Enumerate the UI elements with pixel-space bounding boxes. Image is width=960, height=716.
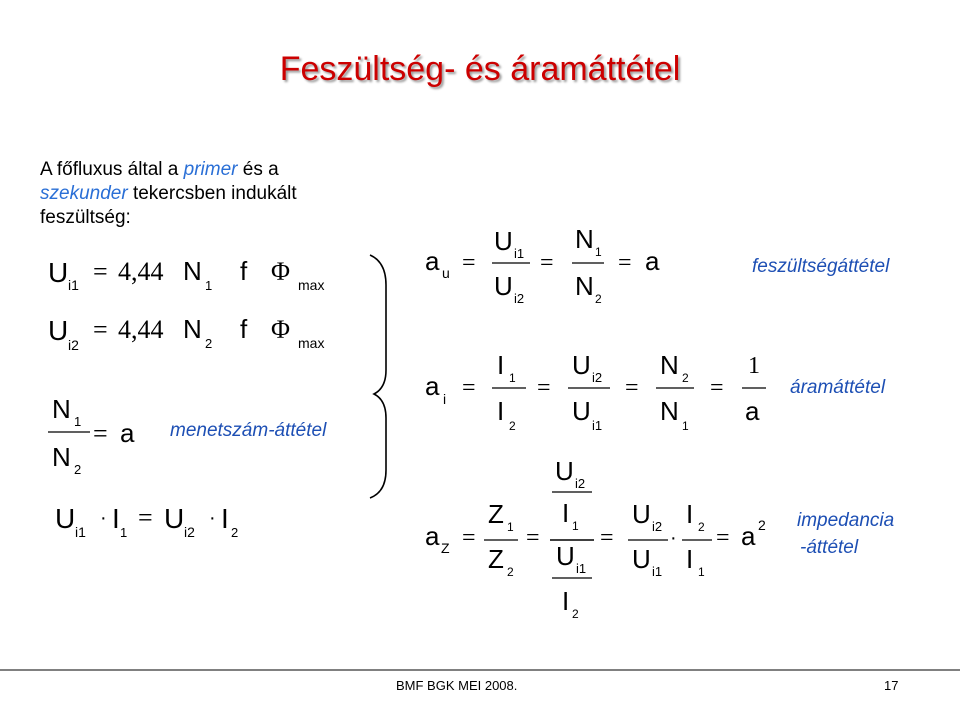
equation-symbol: U bbox=[556, 541, 575, 571]
equation-symbol: · bbox=[100, 507, 107, 529]
equation-symbol: 4,44 bbox=[118, 257, 164, 286]
equation-symbol: a bbox=[425, 371, 440, 401]
equation-symbol: 1 bbox=[595, 245, 602, 259]
equation-symbol: i1 bbox=[592, 418, 603, 433]
label-impedancia-2: -áttétel bbox=[800, 537, 859, 558]
equation-symbol: N bbox=[575, 224, 594, 254]
equation-symbol: = bbox=[138, 503, 153, 532]
slide-title: Feszültség- és áramáttétel bbox=[279, 50, 681, 88]
intro-primer: primer bbox=[183, 159, 238, 180]
equation-symbol: = bbox=[462, 375, 476, 401]
equation-symbol: i2 bbox=[575, 476, 586, 491]
equation-symbol: · bbox=[670, 527, 677, 549]
intro-line1-b: és a bbox=[242, 159, 279, 180]
equation-symbol: i1 bbox=[75, 524, 86, 540]
intro-line1-a: A főfluxus által a bbox=[40, 159, 179, 180]
equation-symbol: 1 bbox=[682, 419, 689, 433]
equation-symbol: I bbox=[686, 544, 694, 574]
equation-symbol: 1 bbox=[572, 519, 579, 533]
equation-symbol: 4,44 bbox=[118, 315, 164, 344]
equation-symbol: = bbox=[540, 250, 554, 276]
equation-symbol: f bbox=[240, 256, 248, 286]
equation-ui1 bbox=[48, 256, 324, 293]
equation-symbol: I bbox=[686, 499, 694, 529]
equation-symbol: max bbox=[298, 335, 325, 351]
intro-szekunder: szekunder bbox=[40, 183, 128, 204]
equation-symbol: N bbox=[660, 396, 679, 426]
equation-symbol: 1 bbox=[507, 520, 514, 534]
equation-symbol: = bbox=[93, 257, 108, 286]
label-feszultseg: feszültségáttétel bbox=[752, 256, 890, 277]
equation-symbol: a bbox=[645, 246, 660, 276]
equation-symbol: Z bbox=[488, 544, 504, 574]
equation-symbol: = bbox=[462, 250, 476, 276]
equation-symbol: 1 bbox=[748, 353, 760, 379]
equation-symbol: i2 bbox=[592, 370, 603, 385]
equation-symbol: N bbox=[575, 271, 594, 301]
equation-symbol: i2 bbox=[514, 291, 525, 306]
equation-au bbox=[425, 224, 660, 306]
equation-symbol: U bbox=[572, 396, 591, 426]
label-impedancia-1: impedancia bbox=[797, 510, 895, 531]
equation-symbol: i2 bbox=[68, 337, 79, 353]
intro-line2-b: tekercsben indukált bbox=[132, 183, 297, 204]
equation-symbol: I bbox=[497, 396, 505, 426]
equation-symbol: max bbox=[298, 277, 325, 293]
equation-symbol: U bbox=[48, 257, 69, 288]
equation-symbol: U bbox=[632, 544, 651, 574]
equation-ai bbox=[425, 350, 766, 433]
equation-symbol: U bbox=[48, 315, 69, 346]
equation-symbol: = bbox=[710, 375, 724, 401]
equation-symbol: 2 bbox=[682, 371, 689, 385]
equation-symbol: 2 bbox=[509, 419, 516, 433]
footer-page-number: 17 bbox=[884, 678, 899, 693]
equation-symbol: 1 bbox=[120, 525, 128, 540]
equation-symbol: = bbox=[625, 375, 639, 401]
equation-symbol: 2 bbox=[572, 607, 579, 621]
equation-ui2 bbox=[48, 314, 324, 353]
equation-symbol: Z bbox=[488, 499, 504, 529]
equation-symbol: 2 bbox=[507, 565, 514, 579]
equation-symbol: 2 bbox=[205, 336, 213, 351]
label-menetszam: menetszám-áttétel bbox=[170, 420, 327, 441]
intro-line3: feszültség: bbox=[40, 207, 131, 228]
curly-brace bbox=[370, 255, 386, 498]
equation-symbol: Φ bbox=[271, 315, 291, 344]
equation-symbol: i1 bbox=[576, 561, 587, 576]
equation-symbol: 2 bbox=[74, 462, 82, 477]
equation-symbol: 2 bbox=[758, 517, 766, 533]
equation-symbol: = bbox=[462, 525, 476, 551]
equation-symbol: a bbox=[741, 521, 756, 551]
equation-symbol: U bbox=[494, 271, 513, 301]
equation-symbol: U bbox=[494, 226, 513, 256]
equation-symbol: · bbox=[209, 507, 216, 529]
equation-symbol: = bbox=[600, 525, 614, 551]
label-aram: áramáttétel bbox=[790, 377, 886, 398]
equation-symbol: 1 bbox=[698, 565, 705, 579]
equation-symbol: I bbox=[221, 503, 229, 534]
equation-symbol: u bbox=[442, 265, 450, 281]
equation-symbol: i2 bbox=[652, 519, 663, 534]
equation-symbol: i1 bbox=[68, 277, 79, 293]
equation-symbol: 2 bbox=[698, 520, 705, 534]
equation-symbol: = bbox=[93, 315, 108, 344]
equation-symbol: = bbox=[526, 525, 540, 551]
equation-symbol: I bbox=[497, 350, 505, 380]
equation-symbol: 1 bbox=[509, 371, 516, 385]
equation-symbol: U bbox=[55, 503, 76, 534]
equation-symbol: I bbox=[562, 498, 570, 528]
equation-symbol: = bbox=[716, 525, 730, 551]
equation-symbol: N bbox=[52, 442, 71, 472]
equation-symbol: = bbox=[618, 250, 632, 276]
equation-symbol: U bbox=[555, 456, 574, 486]
equation-symbol: i2 bbox=[184, 524, 195, 540]
equation-symbol: i bbox=[443, 391, 447, 407]
equation-symbol: N bbox=[183, 314, 202, 344]
equation-symbol: I bbox=[562, 586, 570, 616]
equation-symbol: U bbox=[572, 350, 591, 380]
equation-symbol: a bbox=[745, 396, 760, 426]
equation-symbol: a bbox=[120, 418, 135, 448]
equation-symbol: N bbox=[52, 394, 71, 424]
equation-symbol: i1 bbox=[652, 564, 663, 579]
equation-az bbox=[425, 456, 766, 621]
equation-symbol: a bbox=[425, 246, 440, 276]
equation-symbol: U bbox=[164, 503, 185, 534]
footer-source: BMF BGK MEI 2008. bbox=[396, 678, 518, 693]
equation-power-balance bbox=[55, 503, 238, 540]
equation-symbol: 1 bbox=[74, 414, 82, 429]
equation-symbol: Φ bbox=[271, 257, 291, 286]
equation-symbol: N bbox=[660, 350, 679, 380]
equation-symbol: N bbox=[183, 256, 202, 286]
equation-turns-ratio bbox=[48, 394, 135, 477]
equation-symbol: a bbox=[425, 521, 440, 551]
equation-symbol: I bbox=[112, 503, 120, 534]
equation-symbol: U bbox=[632, 499, 651, 529]
equation-symbol: i1 bbox=[514, 246, 525, 261]
equation-symbol: = bbox=[93, 419, 108, 448]
equation-symbol: 2 bbox=[595, 292, 602, 306]
equation-symbol: 2 bbox=[231, 525, 239, 540]
equation-symbol: 1 bbox=[205, 278, 213, 293]
equation-symbol: = bbox=[537, 375, 551, 401]
equation-symbol: Z bbox=[441, 540, 450, 556]
equation-symbol: f bbox=[240, 314, 248, 344]
